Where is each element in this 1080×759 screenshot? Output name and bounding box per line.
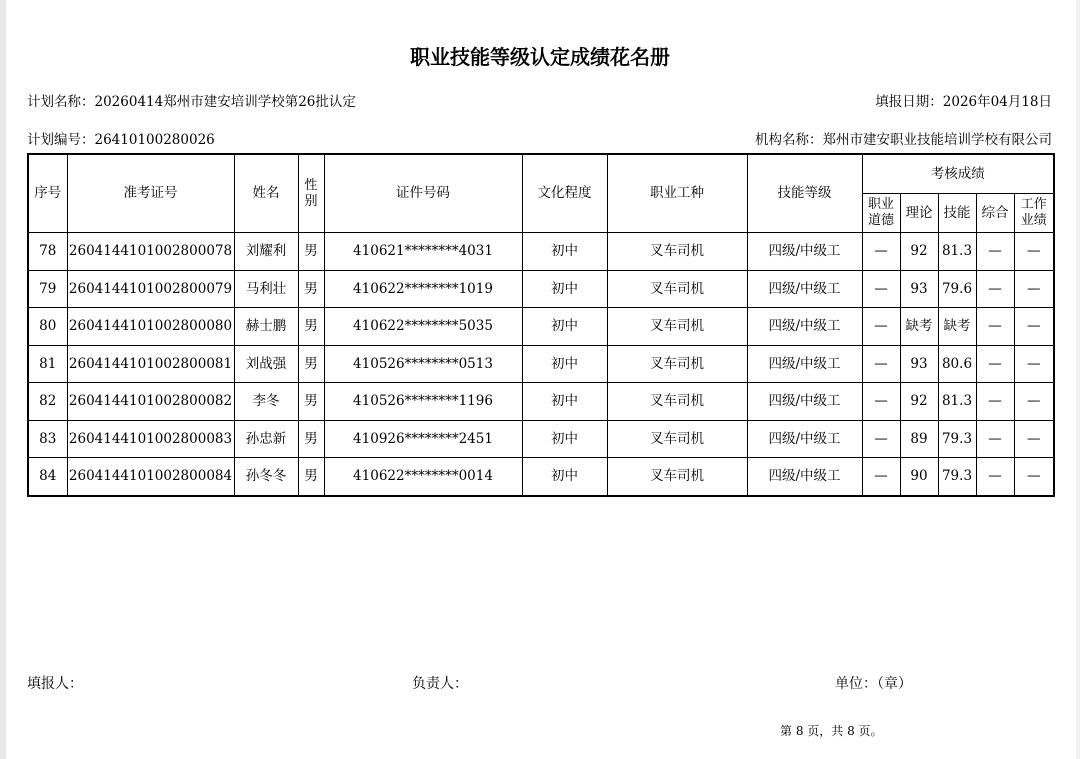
cell-education: 初中: [522, 420, 607, 458]
cell-ethics: —: [862, 308, 900, 346]
cell-name: 赫士鹏: [234, 308, 298, 346]
cell-exam-no: 2604144101002800084: [67, 458, 234, 496]
cell-level: 四级/中级工: [747, 420, 862, 458]
cell-exam-no: 2604144101002800079: [67, 270, 234, 308]
cell-work-perf: —: [1014, 420, 1054, 458]
cell-gender: 男: [298, 233, 324, 271]
fill-date: 填报日期：2026年04月18日: [875, 94, 1052, 110]
cell-ethics: —: [862, 458, 900, 496]
cell-skill: 81.3: [938, 233, 976, 271]
cell-work-perf: —: [1014, 458, 1054, 496]
cell-occupation: 叉车司机: [607, 345, 747, 383]
cell-comprehensive: —: [976, 270, 1014, 308]
cell-skill: 79.3: [938, 458, 976, 496]
page-number: 第 8 页，共 8 页。: [780, 724, 883, 738]
cell-comprehensive: —: [976, 458, 1014, 496]
cell-theory: 89: [900, 420, 938, 458]
header-work-performance: [1014, 194, 1054, 233]
unit-seal-label: 单位：（章）: [835, 676, 912, 692]
cell-seq: 82: [28, 383, 67, 421]
header-theory: 理论: [900, 194, 938, 233]
cell-comprehensive: —: [976, 345, 1014, 383]
header-education: 文化程度: [522, 154, 607, 233]
cell-theory: 90: [900, 458, 938, 496]
cell-education: 初中: [522, 458, 607, 496]
header-seq: 序号: [28, 154, 67, 233]
header-gender: [298, 154, 324, 233]
cell-theory: 93: [900, 270, 938, 308]
cell-id-no: 410622********0014: [324, 458, 522, 496]
cell-occupation: 叉车司机: [607, 308, 747, 346]
cell-id-no: 410622********5035: [324, 308, 522, 346]
cell-gender: 男: [298, 345, 324, 383]
header-level: 技能等级: [747, 154, 862, 233]
cell-name: 孙冬冬: [234, 458, 298, 496]
table-row: [28, 345, 1054, 383]
cell-skill: 80.6: [938, 345, 976, 383]
cell-id-no: 410526********0513: [324, 345, 522, 383]
header-gender-text: 性别: [304, 177, 318, 209]
cell-exam-no: 2604144101002800083: [67, 420, 234, 458]
cell-work-perf: —: [1014, 345, 1054, 383]
cell-occupation: 叉车司机: [607, 420, 747, 458]
cell-id-no: 410526********1196: [324, 383, 522, 421]
cell-occupation: 叉车司机: [607, 233, 747, 271]
header-ethics-text: 职业道德: [867, 197, 894, 228]
cell-skill: 81.3: [938, 383, 976, 421]
cell-education: 初中: [522, 383, 607, 421]
cell-gender: 男: [298, 458, 324, 496]
cell-work-perf: —: [1014, 383, 1054, 421]
cell-exam-no: 2604144101002800082: [67, 383, 234, 421]
plan-number: 计划编号：26410100280026: [27, 132, 215, 148]
cell-education: 初中: [522, 233, 607, 271]
header-skill: 技能: [938, 194, 976, 233]
header-name: 姓名: [234, 154, 298, 233]
cell-name: 马利壮: [234, 270, 298, 308]
cell-id-no: 410622********1019: [324, 270, 522, 308]
cell-comprehensive: —: [976, 233, 1014, 271]
cell-education: 初中: [522, 270, 607, 308]
cell-name: 李冬: [234, 383, 298, 421]
cell-ethics: —: [862, 270, 900, 308]
header-exam-no: 准考证号: [67, 154, 234, 233]
cell-id-no: 410926********2451: [324, 420, 522, 458]
cell-level: 四级/中级工: [747, 383, 862, 421]
document-title: 职业技能等级认定成绩花名册: [410, 45, 670, 69]
cell-skill: 79.3: [938, 420, 976, 458]
cell-comprehensive: —: [976, 308, 1014, 346]
cell-gender: 男: [298, 420, 324, 458]
cell-skill: 缺考: [938, 308, 976, 346]
cell-name: 孙忠新: [234, 420, 298, 458]
cell-level: 四级/中级工: [747, 458, 862, 496]
header-id-no: 证件号码: [324, 154, 522, 233]
cell-theory: 93: [900, 345, 938, 383]
cell-comprehensive: —: [976, 420, 1014, 458]
cell-seq: 81: [28, 345, 67, 383]
cell-education: 初中: [522, 308, 607, 346]
cell-level: 四级/中级工: [747, 233, 862, 271]
cell-comprehensive: —: [976, 383, 1014, 421]
cell-seq: 79: [28, 270, 67, 308]
cell-education: 初中: [522, 345, 607, 383]
cell-work-perf: —: [1014, 270, 1054, 308]
cell-exam-no: 2604144101002800078: [67, 233, 234, 271]
table-row: [28, 383, 1054, 421]
cell-occupation: 叉车司机: [607, 383, 747, 421]
plan-name: 计划名称：20260414郑州市建安培训学校第26批认定: [27, 94, 356, 110]
organization-name: 机构名称：郑州市建安职业技能培训学校有限公司: [755, 132, 1052, 148]
table-row: [28, 308, 1054, 346]
cell-gender: 男: [298, 308, 324, 346]
header-ethics: [862, 194, 900, 233]
cell-gender: 男: [298, 270, 324, 308]
cell-ethics: —: [862, 345, 900, 383]
cell-ethics: —: [862, 383, 900, 421]
cell-skill: 79.6: [938, 270, 976, 308]
page-right-edge: [1076, 0, 1080, 759]
cell-ethics: —: [862, 420, 900, 458]
table-row: [28, 420, 1054, 458]
cell-theory: 92: [900, 383, 938, 421]
cell-occupation: 叉车司机: [607, 458, 747, 496]
page-left-edge: [0, 0, 6, 759]
header-occupation: 职业工种: [607, 154, 747, 233]
table-row: [28, 458, 1054, 496]
cell-seq: 80: [28, 308, 67, 346]
header-work-performance-text: 工作业绩: [1020, 197, 1047, 228]
cell-seq: 84: [28, 458, 67, 496]
responsible-label: 负责人：: [412, 676, 468, 692]
cell-name: 刘战强: [234, 345, 298, 383]
cell-level: 四级/中级工: [747, 345, 862, 383]
header-scores: 考核成绩: [862, 154, 1054, 194]
cell-level: 四级/中级工: [747, 308, 862, 346]
filler-label: 填报人：: [27, 676, 83, 692]
cell-theory: 缺考: [900, 308, 938, 346]
cell-seq: 78: [28, 233, 67, 271]
cell-exam-no: 2604144101002800080: [67, 308, 234, 346]
header-comprehensive: 综合: [976, 194, 1014, 233]
cell-theory: 92: [900, 233, 938, 271]
cell-exam-no: 2604144101002800081: [67, 345, 234, 383]
cell-name: 刘耀利: [234, 233, 298, 271]
cell-work-perf: —: [1014, 308, 1054, 346]
cell-gender: 男: [298, 383, 324, 421]
cell-ethics: —: [862, 233, 900, 271]
table-row: [28, 270, 1054, 308]
table-row: [28, 233, 1054, 271]
cell-work-perf: —: [1014, 233, 1054, 271]
cell-id-no: 410621********4031: [324, 233, 522, 271]
cell-level: 四级/中级工: [747, 270, 862, 308]
table-body: [28, 233, 1054, 496]
score-roster-table: [27, 153, 1055, 497]
cell-seq: 83: [28, 420, 67, 458]
cell-occupation: 叉车司机: [607, 270, 747, 308]
